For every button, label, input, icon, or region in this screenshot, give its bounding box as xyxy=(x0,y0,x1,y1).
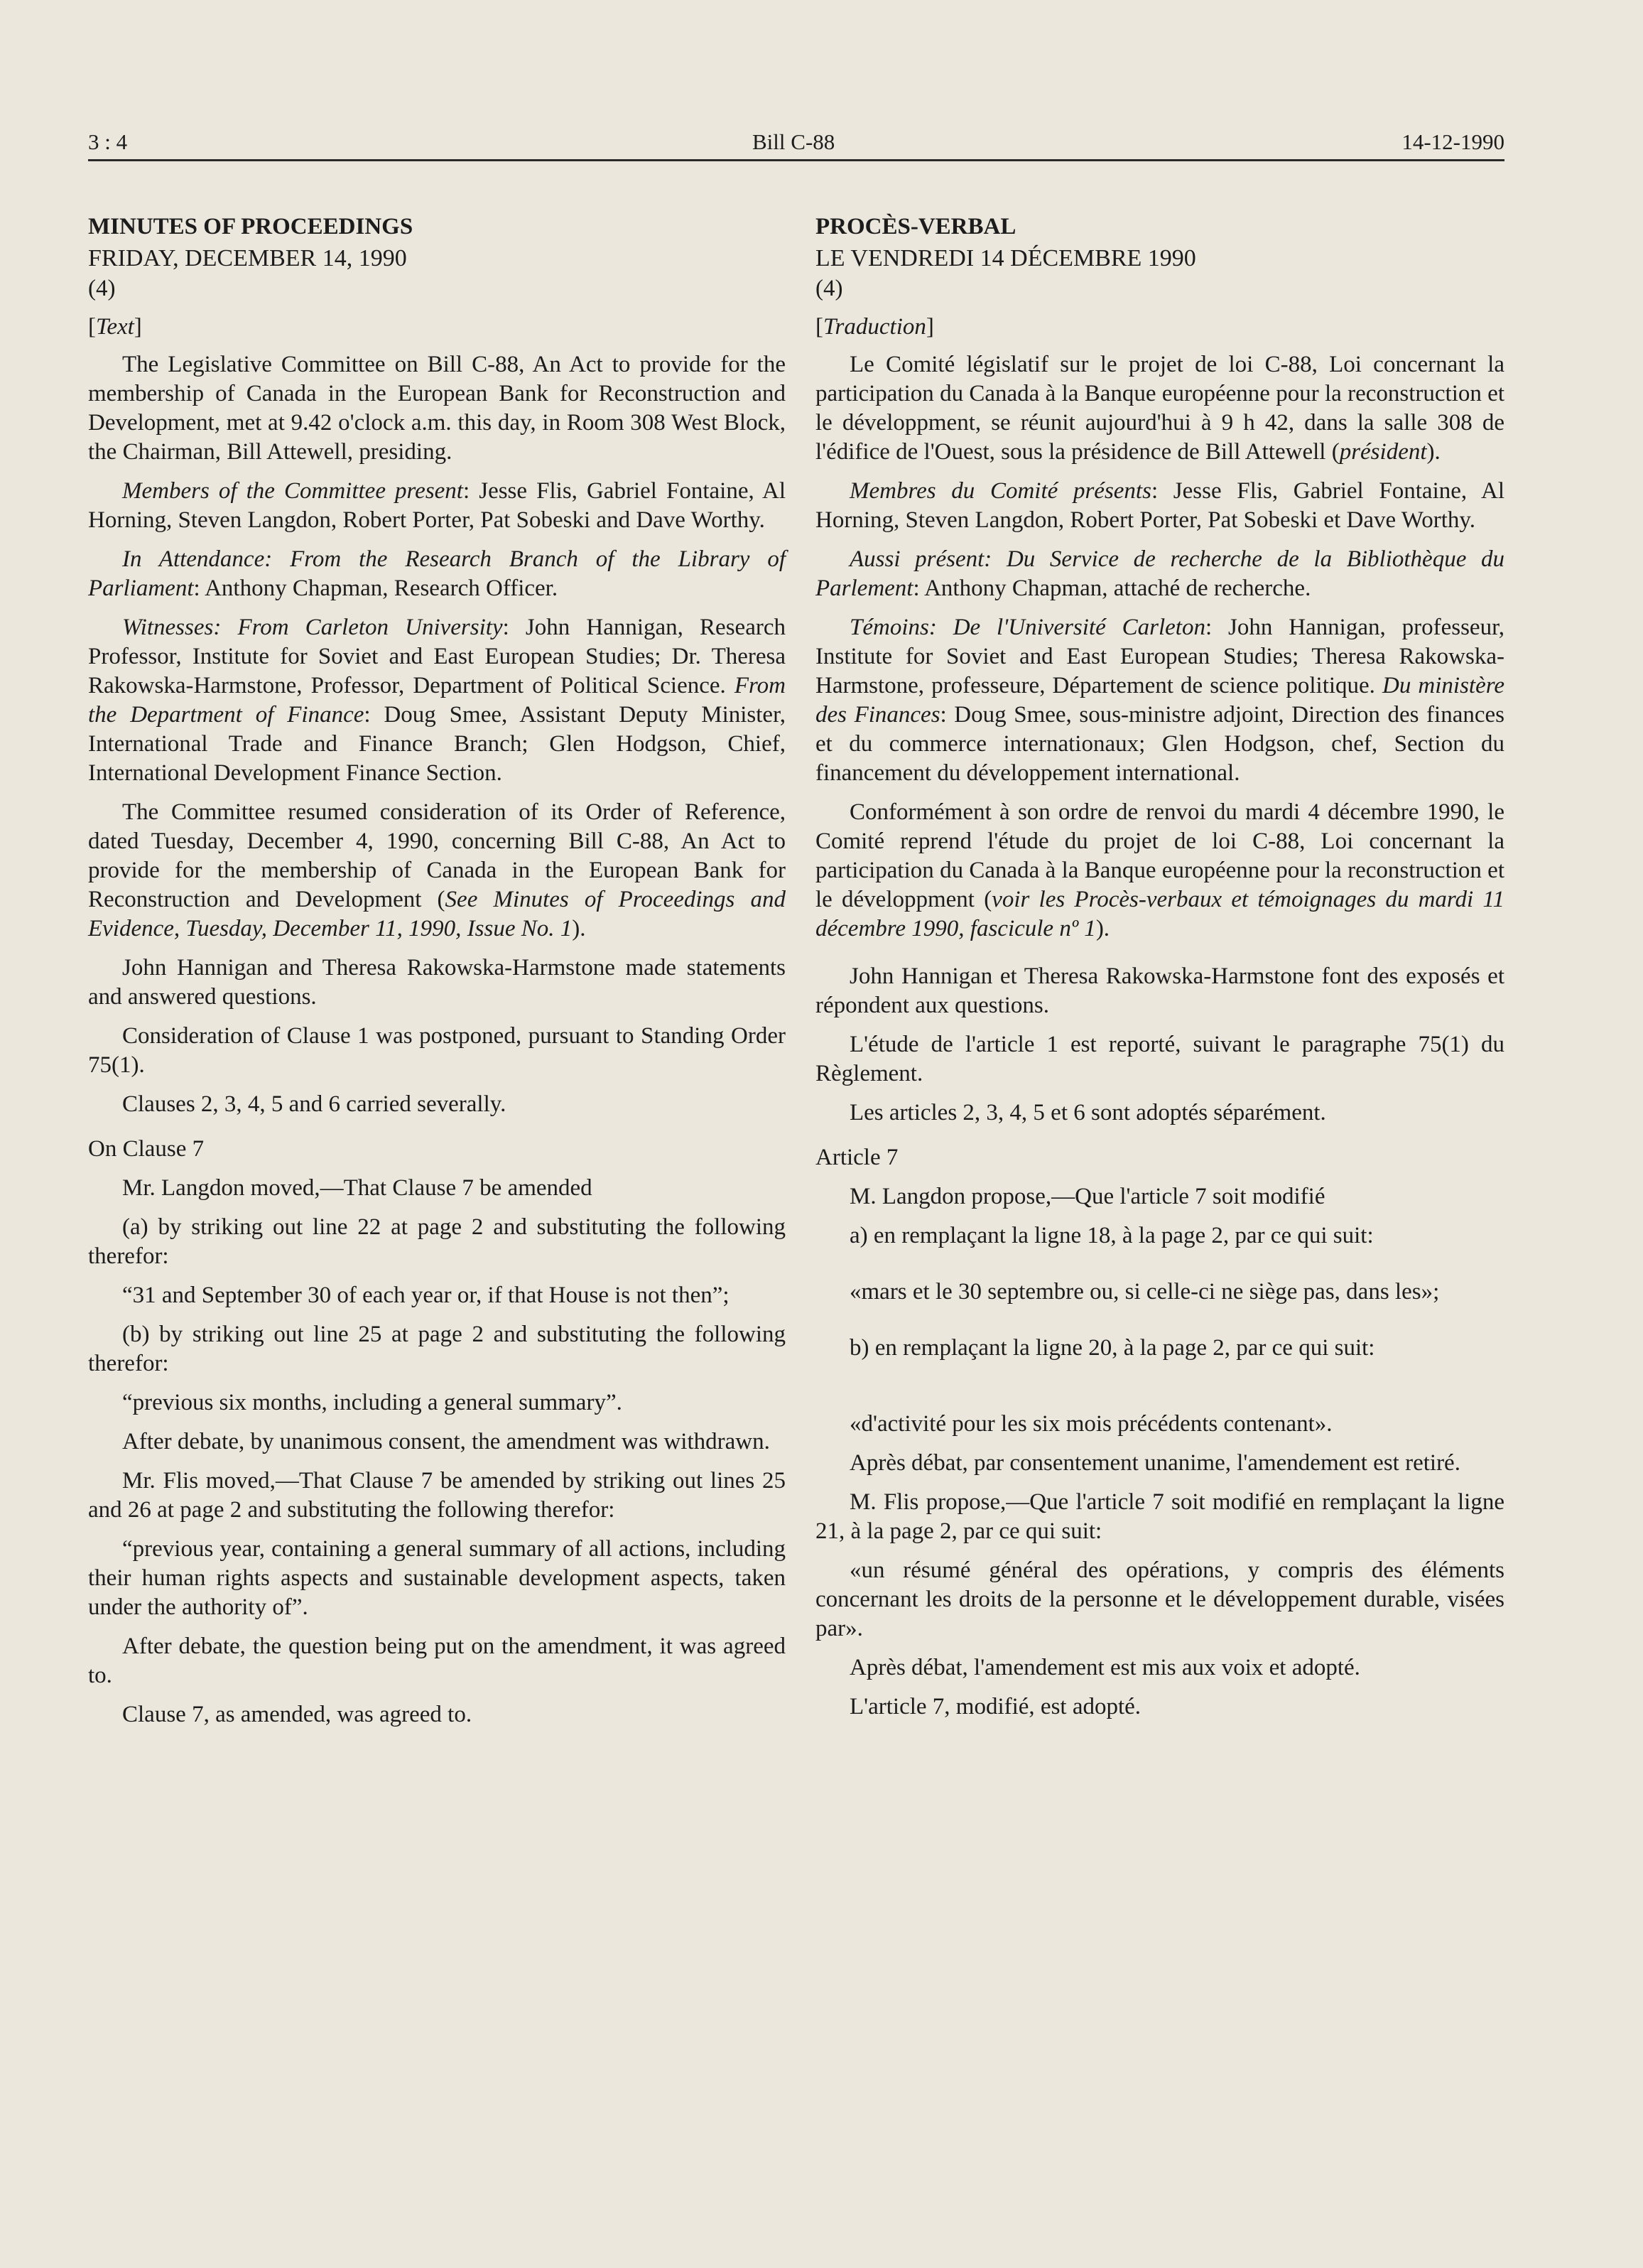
amendment-a-text: “31 and September 30 of each year or, if that House is not then”; xyxy=(122,1282,730,1308)
amendment-agreed-fr: Après débat, l'amendement est mis aux voix et adopté. xyxy=(850,1655,1360,1680)
amendment-b-fr: b) en remplaçant la ligne 20, à la page 2, par ce qui suit: xyxy=(850,1335,1375,1361)
langdon-motion: Mr. Langdon moved,—That Clause 7 be amended xyxy=(122,1175,592,1201)
in-attendance-fr: Aussi présent: Du Service de recherche de la Bibliothèque du Parlement: Anthony Chapman, attaché de recherche. xyxy=(815,546,1504,601)
clause-1-postponed: Consideration of Clause 1 was postponed, pursuant to Standing Order 75(1). xyxy=(88,1023,786,1078)
meeting-number-fr: (4) xyxy=(815,276,843,301)
members-present-fr: Membres du Comité présents: Jesse Flis, Gabriel Fontaine, Al Horning, Steven Langdon, Robert Porter, Pat Sobeski et Dave Worthy. xyxy=(815,478,1505,533)
in-attendance: In Attendance: From the Research Branch of the Library of Parliament: Anthony Chapman, Research Officer. xyxy=(88,546,786,601)
flis-amendment-text-fr: «un résumé général des opérations, y compris des éléments concernant les droits de la personne et le développement durable, visées par». xyxy=(815,1557,1504,1641)
langdon-motion-fr: M. Langdon propose,—Que l'article 7 soit modifié xyxy=(850,1184,1325,1209)
amendment-a-fr: a) en remplaçant la ligne 18, à la page 2, par ce qui suit: xyxy=(850,1223,1374,1248)
clause-7-heading-fr: Article 7 xyxy=(815,1145,899,1170)
amendment-b-text-fr: «d'activité pour les six mois précédents contenant». xyxy=(850,1411,1333,1437)
flis-motion: Mr. Flis moved,—That Clause 7 be amended by striking out lines 25 and 26 at page 2 and substituting the following therefor: xyxy=(88,1468,786,1523)
page-number: 3 : 4 xyxy=(88,129,128,154)
page-header xyxy=(88,125,1504,161)
clause-7-heading: On Clause 7 xyxy=(88,1136,205,1162)
resumed-consideration-fr: Conformément à son ordre de renvoi du mardi 4 décembre 1990, le Comité reprend l'étude du projet de loi C-88, Loi concernant la participation du Canada à la Banque européenne pour la reconstruction et le développment (voir les Procès-verbaux et témoignages du mardi 11 décembre 1990, fascicule nº 1). xyxy=(815,799,1504,941)
french-column xyxy=(815,210,1504,1732)
language-tag-fr: [Traduction] xyxy=(815,314,934,340)
clause-7-agreed-fr: L'article 7, modifié, est adopté. xyxy=(850,1694,1142,1719)
english-column xyxy=(88,210,786,1739)
amendment-b-text: “previous six months, including a general summary”. xyxy=(122,1390,622,1415)
clauses-carried: Clauses 2, 3, 4, 5 and 6 carried severally. xyxy=(122,1091,506,1117)
meeting-date: FRIDAY, DECEMBER 14, 1990 xyxy=(88,245,407,271)
flis-amendment-text: “previous year, containing a general summary of all actions, including their human rights aspects and sustainable development aspects, taken under the authority of”. xyxy=(88,1536,786,1620)
amendment-withdrawn: After debate, by unanimous consent, the amendment was withdrawn. xyxy=(122,1429,770,1454)
witnesses-fr: Témoins: De l'Université Carleton: John Hannigan, professeur, Institute for Soviet and East European Studies; Theresa Rakowska-Harmstone, professeure, Département de science politique. Du ministère des Finances: Doug Smee, sous-ministre adjoint, Direction des finances et du commerce internationaux; Glen Hodgson, chef, Section du financement du développement international. xyxy=(815,615,1504,786)
meeting-number: (4) xyxy=(88,276,116,301)
statements-fr: John Hannigan et Theresa Rakowska-Harmstone font des exposés et répondent aux questions. xyxy=(815,963,1504,1018)
resumed-consideration: The Committee resumed consideration of its Order of Reference, dated Tuesday, December 4, 1990, concerning Bill C-88, An Act to provide for the membership of Canada in the European Bank for Reconstruction and Development (See Minutes of Proceedings and Evidence, Tuesday, December 11, 1990, Issue No. 1). xyxy=(88,799,786,941)
statements: John Hannigan and Theresa Rakowska-Harmstone made statements and answered questions. xyxy=(88,955,786,1010)
members-present: Members of the Committee present: Jesse Flis, Gabriel Fontaine, Al Horning, Steven Langdon, Robert Porter, Pat Sobeski and Dave Worthy. xyxy=(88,478,786,533)
language-tag: [Text] xyxy=(88,314,142,340)
amendment-a-text-fr: «mars et le 30 septembre ou, si celle-ci ne siège pas, dans les»; xyxy=(850,1279,1440,1305)
clause-1-postponed-fr: L'étude de l'article 1 est reporté, suivant le paragraphe 75(1) du Règlement. xyxy=(815,1032,1504,1086)
amendment-agreed: After debate, the question being put on the amendment, it was agreed to. xyxy=(88,1634,786,1688)
amendment-withdrawn-fr: Après débat, par consentement unanime, l'amendement est retiré. xyxy=(850,1450,1460,1476)
proces-verbal-title: PROCÈS-VERBAL xyxy=(815,214,1016,239)
minutes-title: MINUTES OF PROCEEDINGS xyxy=(88,214,413,239)
clauses-carried-fr: Les articles 2, 3, 4, 5 et 6 sont adoptés séparément. xyxy=(850,1100,1326,1125)
witnesses: Witnesses: From Carleton University: John Hannigan, Research Professor, Institute for Soviet and East European Studies; Dr. Theresa Rakowska-Harmstone, Professor, Department of Political Science. From the Department of Finance: Doug Smee, Assistant Deputy Minister, International Trade and Finance Branch; Glen Hodgson, Chief, International Development Finance Section. xyxy=(88,615,786,786)
clause-7-agreed: Clause 7, as amended, was agreed to. xyxy=(122,1702,472,1727)
header-date: 14-12-1990 xyxy=(1401,129,1504,154)
opening-paragraph: The Legislative Committee on Bill C-88, An Act to provide for the membership of Canada in the European Bank for Reconstruction and Development, met at 9.42 o'clock a.m. this day, in Room 308 West Block, the Chairman, Bill Attewell, presiding. xyxy=(88,352,786,465)
amendment-a: (a) by striking out line 22 at page 2 and substituting the following therefor: xyxy=(88,1214,786,1269)
opening-paragraph-fr: Le Comité législatif sur le projet de loi C-88, Loi concernant la participation du Canada à la Banque européenne pour la reconstruction et le développment, se réunit aujourd'hui à 9 h 42, dans la salle 308 de l'édifice de l'Ouest, sous la présidence de Bill Attewell (président). xyxy=(815,352,1504,465)
bill-title: Bill C-88 xyxy=(752,129,835,154)
flis-motion-fr: M. Flis propose,—Que l'article 7 soit modifié en remplaçant la ligne 21, à la page 2, par ce qui suit: xyxy=(815,1489,1504,1544)
meeting-date-fr: LE VENDREDI 14 DÉCEMBRE 1990 xyxy=(815,245,1196,271)
amendment-b: (b) by striking out line 25 at page 2 and substituting the following therefor: xyxy=(88,1322,786,1376)
